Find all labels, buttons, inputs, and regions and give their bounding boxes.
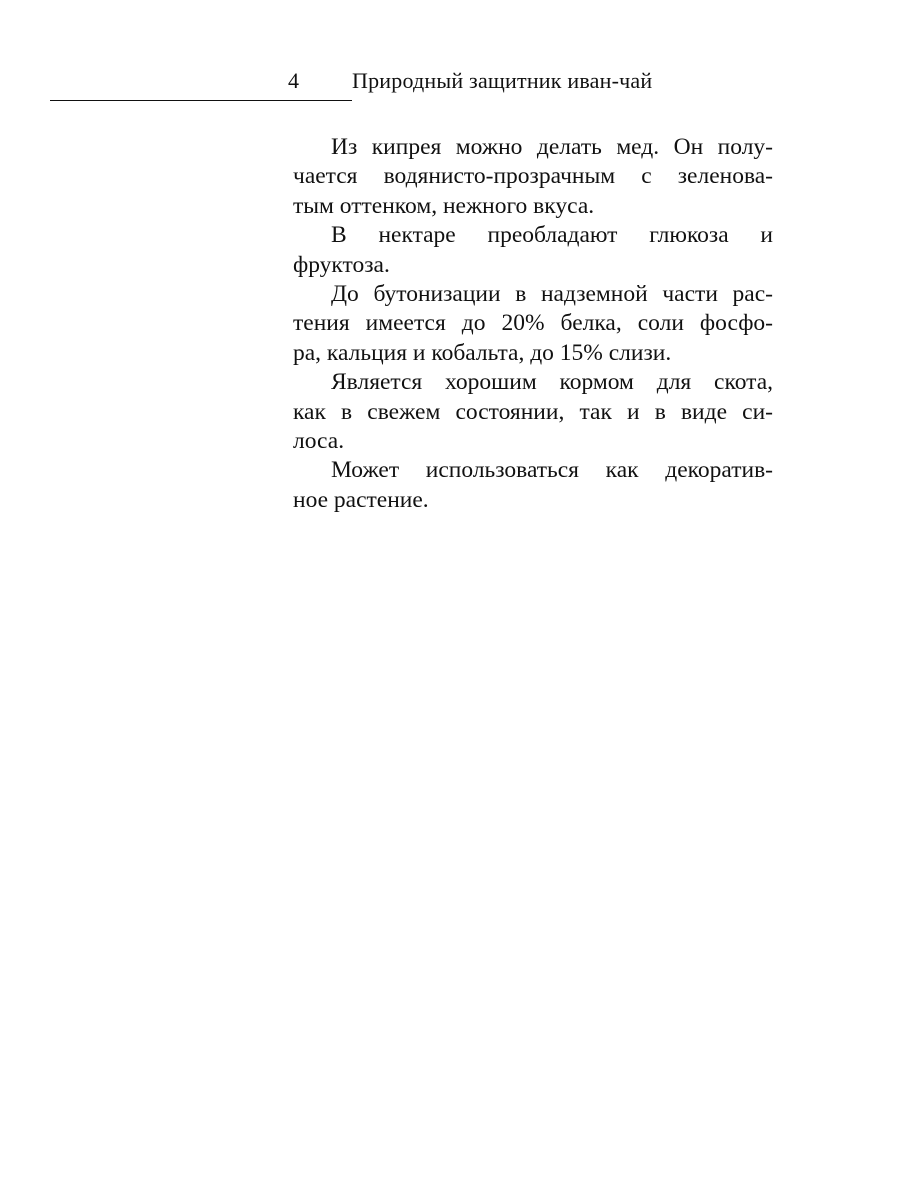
text-line: фруктоза. [293,251,390,278]
text-line: До бутонизации в надземной части рас- [331,281,773,308]
text-line: чается водянисто-прозрачным с зеленова- [293,163,773,190]
body-text [293,133,773,515]
page-number: 4 [288,68,299,93]
text-line: лоса. [293,428,345,455]
text-line: В нектаре преобладают глюкоза и [331,222,773,249]
text-line: Является хорошим кормом для скота, [331,369,773,396]
text-line: Из кипрея можно делать мед. Он полу- [331,134,773,160]
text-line: тения имеется до 20% белка, соли фосфо- [293,310,773,337]
paragraph-composition [293,280,773,368]
paragraph-honey [293,133,773,221]
text-line: Может использоваться как декоратив- [331,457,773,484]
text-line: тым оттенком, нежного вкуса. [293,192,595,219]
text-line: как в свежем состоянии, так и в виде си- [293,398,773,425]
text-line: ное растение. [293,486,429,513]
header-rule [50,100,352,101]
paragraph-fodder [293,368,773,456]
paragraph-decorative [293,456,773,515]
running-title: Природный защитник иван-чай [352,68,653,93]
paragraph-nectar [293,221,773,280]
text-line: ра, кальция и кобальта, до 15% слизи. [293,339,672,366]
